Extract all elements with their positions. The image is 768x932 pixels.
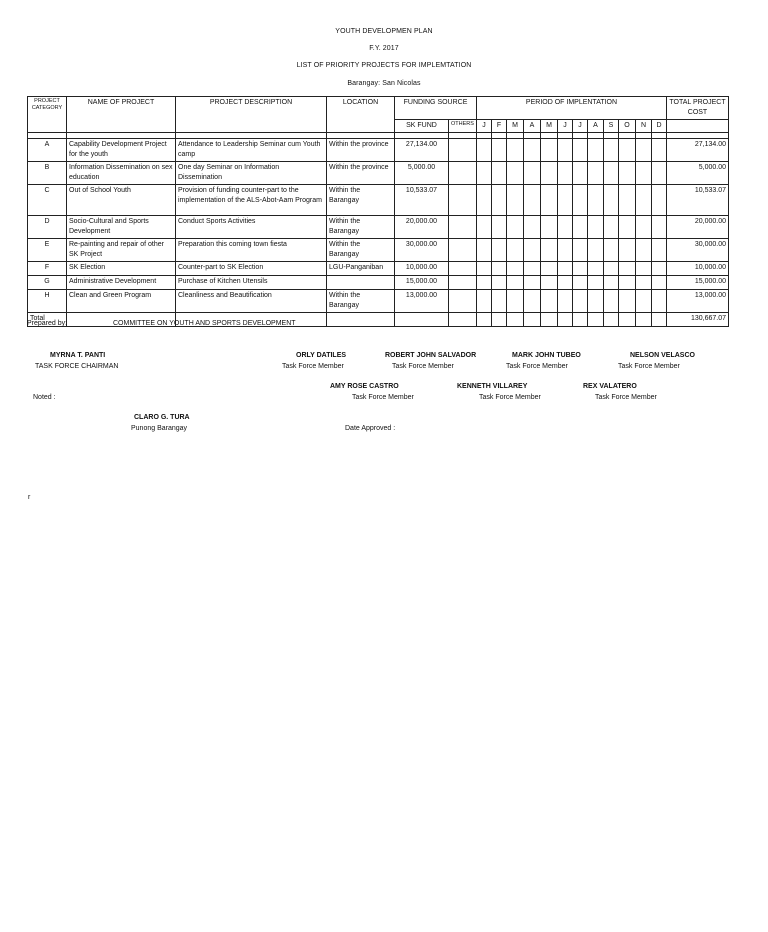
row-month-cell (507, 139, 524, 162)
member-name: MARK JOHN TUBEO (512, 352, 581, 359)
row-month-cell (588, 139, 604, 162)
row-month-cell (604, 162, 619, 185)
total-subheader-cell (667, 120, 729, 133)
date-approved-label: Date Approved : (345, 425, 396, 432)
chairman-name: MYRNA T. PANTI (50, 352, 106, 359)
row-month-cell (524, 162, 541, 185)
row-month-cell (507, 239, 524, 262)
row-month-cell (558, 276, 573, 290)
month-header: M (541, 120, 558, 133)
row-month-cell (573, 216, 588, 239)
row-month-cell (558, 185, 573, 216)
month-header: M (507, 120, 524, 133)
fiscal-year: F.Y. 2017 (369, 45, 399, 52)
row-month-cell (619, 239, 636, 262)
row-location: Within the province (327, 139, 395, 162)
row-sk-fund: 27,134.00 (395, 139, 449, 162)
row-category: F (28, 262, 67, 276)
member-name: AMY ROSE CASTRO (330, 383, 399, 390)
row-month-cell (492, 139, 507, 162)
row-others (449, 216, 477, 239)
row-sk-fund: 5,000.00 (395, 162, 449, 185)
barangay-name: Barangay: San Nicolas (347, 80, 421, 87)
member-title: Task Force Member (595, 394, 657, 401)
row-project-name: Capability Development Project for the youth (67, 139, 176, 162)
row-sk-fund: 10,533.07 (395, 185, 449, 216)
row-month-cell (558, 290, 573, 313)
row-total-cost: 10,000.00 (667, 262, 729, 276)
row-location: LGU-Panganiban (327, 262, 395, 276)
table-row (28, 290, 729, 313)
row-month-cell (558, 162, 573, 185)
row-others (449, 185, 477, 216)
row-month-cell (652, 216, 667, 239)
row-month-cell (558, 239, 573, 262)
row-month-cell (636, 262, 652, 276)
others-header: OTHERS (449, 120, 477, 133)
row-month-cell (507, 262, 524, 276)
row-description: Counter-part to SK Election (176, 262, 327, 276)
row-month-cell (558, 262, 573, 276)
row-month-cell (524, 290, 541, 313)
table-row (28, 239, 729, 262)
row-month-cell (588, 216, 604, 239)
row-category: D (28, 216, 67, 239)
member-name: KENNETH VILLAREY (457, 383, 528, 390)
row-location: Within the Barangay (327, 290, 395, 313)
row-total-cost: 5,000.00 (667, 162, 729, 185)
row-month-cell (492, 290, 507, 313)
row-month-cell (636, 239, 652, 262)
row-month-cell (652, 162, 667, 185)
noted-label: Noted : (33, 394, 56, 401)
row-month-cell (524, 262, 541, 276)
row-month-cell (558, 139, 573, 162)
row-month-cell (604, 276, 619, 290)
row-category: B (28, 162, 67, 185)
row-month-cell (492, 185, 507, 216)
month-header: D (652, 120, 667, 133)
table-row (28, 162, 729, 185)
row-location: Within the province (327, 162, 395, 185)
row-month-cell (477, 290, 492, 313)
row-category: G (28, 276, 67, 290)
month-header: J (558, 120, 573, 133)
row-category: C (28, 185, 67, 216)
row-total-cost: 15,000.00 (667, 276, 729, 290)
col-total-header: TOTAL PROJECT COST (667, 97, 729, 120)
row-month-cell (541, 276, 558, 290)
member-name: ROBERT JOHN SALVADOR (385, 352, 477, 359)
row-others (449, 262, 477, 276)
row-month-cell (573, 276, 588, 290)
member-title: Task Force Member (618, 363, 680, 370)
row-month-cell (619, 162, 636, 185)
row-month-cell (573, 239, 588, 262)
row-description: Attendance to Leadership Seminar cum Youth camp (176, 139, 327, 162)
month-header: J (573, 120, 588, 133)
prepared-by-label: Prepared by: (27, 320, 68, 327)
row-month-cell (541, 239, 558, 262)
row-month-cell (541, 262, 558, 276)
row-sk-fund: 15,000.00 (395, 276, 449, 290)
row-location: Within the Barangay (327, 239, 395, 262)
member-title: Task Force Member (479, 394, 541, 401)
row-month-cell (588, 162, 604, 185)
row-month-cell (573, 185, 588, 216)
month-header: A (524, 120, 541, 133)
row-description: Purchase of Kitchen Utensils (176, 276, 327, 290)
row-description: Conduct Sports Activities (176, 216, 327, 239)
chairman-title: TASK FORCE CHAIRMAN (35, 363, 119, 370)
row-others (449, 276, 477, 290)
row-month-cell (588, 262, 604, 276)
month-header: O (619, 120, 636, 133)
row-month-cell (524, 276, 541, 290)
row-month-cell (636, 276, 652, 290)
row-month-cell (524, 216, 541, 239)
row-month-cell (636, 290, 652, 313)
row-month-cell (652, 290, 667, 313)
row-project-name: Clean and Green Program (67, 290, 176, 313)
row-month-cell (604, 290, 619, 313)
col-category-header: PROJECT CATEGORY (28, 97, 67, 133)
list-title: LIST OF PRIORITY PROJECTS FOR IMPLEMTATION (296, 62, 472, 69)
row-description: Preparation this coming town fiesta (176, 239, 327, 262)
row-month-cell (636, 139, 652, 162)
member-name: NELSON VELASCO (630, 352, 695, 359)
member-title: Task Force Member (352, 394, 414, 401)
plan-title: YOUTH DEVELOPMEN PLAN (335, 28, 433, 35)
row-month-cell (573, 162, 588, 185)
table-row (28, 262, 729, 276)
row-month-cell (573, 139, 588, 162)
row-month-cell (604, 185, 619, 216)
row-month-cell (619, 290, 636, 313)
row-month-cell (619, 262, 636, 276)
row-month-cell (507, 276, 524, 290)
row-month-cell (573, 290, 588, 313)
row-month-cell (652, 139, 667, 162)
member-title: Task Force Member (392, 363, 454, 370)
row-month-cell (588, 290, 604, 313)
row-category: H (28, 290, 67, 313)
row-description: Provision of funding counter-part to the implementation of the ALS-Abot-Aam Program (176, 185, 327, 216)
row-category: A (28, 139, 67, 162)
row-month-cell (492, 262, 507, 276)
row-total-cost: 10,533.07 (667, 185, 729, 216)
row-month-cell (604, 216, 619, 239)
member-name: REX VALATERO (583, 383, 637, 390)
row-month-cell (604, 139, 619, 162)
row-project-name: Administrative Development (67, 276, 176, 290)
row-project-name: Out of School Youth (67, 185, 176, 216)
row-month-cell (477, 239, 492, 262)
row-sk-fund: 13,000.00 (395, 290, 449, 313)
col-name-header: NAME OF PROJECT (67, 97, 176, 133)
row-month-cell (541, 139, 558, 162)
committee-name: COMMITTEE ON YOUTH AND SPORTS DEVELOPMENT (113, 320, 296, 327)
row-month-cell (604, 262, 619, 276)
project-rows (28, 139, 729, 313)
row-month-cell (507, 162, 524, 185)
row-month-cell (524, 185, 541, 216)
row-month-cell (524, 139, 541, 162)
month-header: N (636, 120, 652, 133)
row-sk-fund: 20,000.00 (395, 216, 449, 239)
row-month-cell (524, 239, 541, 262)
row-month-cell (619, 139, 636, 162)
col-location-header: LOCATION (327, 97, 395, 133)
priority-projects-table (27, 96, 729, 327)
punong-barangay-name: CLARO G. TURA (134, 414, 190, 421)
row-others (449, 139, 477, 162)
row-month-cell (507, 290, 524, 313)
table-row (28, 216, 729, 239)
row-month-cell (477, 276, 492, 290)
row-month-cell (636, 162, 652, 185)
row-month-cell (604, 239, 619, 262)
row-project-name: Re-painting and repair of other SK Project (67, 239, 176, 262)
row-sk-fund: 30,000.00 (395, 239, 449, 262)
row-month-cell (652, 185, 667, 216)
row-month-cell (588, 185, 604, 216)
row-location: Within the Barangay (327, 216, 395, 239)
row-month-cell (507, 216, 524, 239)
row-location (327, 276, 395, 290)
month-header: S (604, 120, 619, 133)
row-month-cell (492, 162, 507, 185)
punong-barangay-title: Punong Barangay (131, 425, 188, 432)
row-project-name: SK Election (67, 262, 176, 276)
row-location: Within the Barangay (327, 185, 395, 216)
table-row (28, 139, 729, 162)
row-project-name: Socio-Cultural and Sports Development (67, 216, 176, 239)
row-month-cell (558, 216, 573, 239)
table-row (28, 276, 729, 290)
row-total-cost: 30,000.00 (667, 239, 729, 262)
row-month-cell (507, 185, 524, 216)
row-sk-fund: 10,000.00 (395, 262, 449, 276)
col-period-header: PERIOD OF IMPLENTATION (477, 97, 667, 120)
row-month-cell (477, 262, 492, 276)
table-row (28, 185, 729, 216)
member-title: Task Force Member (282, 363, 344, 370)
row-month-cell (541, 162, 558, 185)
row-total-cost: 27,134.00 (667, 139, 729, 162)
row-total-cost: 13,000.00 (667, 290, 729, 313)
row-month-cell (492, 239, 507, 262)
row-month-cell (477, 162, 492, 185)
row-month-cell (477, 185, 492, 216)
row-description: One day Seminar on Information Dissemination (176, 162, 327, 185)
month-header: F (492, 120, 507, 133)
col-funding-header: FUNDING SOURCE (395, 97, 477, 120)
member-name: ORLY DATILES (296, 352, 347, 359)
row-month-cell (541, 290, 558, 313)
row-month-cell (652, 276, 667, 290)
row-month-cell (636, 216, 652, 239)
month-header: J (477, 120, 492, 133)
member-title: Task Force Member (506, 363, 568, 370)
row-others (449, 239, 477, 262)
row-project-name: Information Dissemination on sex education (67, 162, 176, 185)
row-month-cell (619, 216, 636, 239)
row-month-cell (492, 216, 507, 239)
row-month-cell (619, 276, 636, 290)
row-month-cell (636, 185, 652, 216)
row-month-cell (588, 239, 604, 262)
col-description-header: PROJECT DESCRIPTION (176, 97, 327, 133)
row-month-cell (541, 185, 558, 216)
row-month-cell (492, 276, 507, 290)
row-total-cost: 20,000.00 (667, 216, 729, 239)
row-month-cell (477, 139, 492, 162)
row-month-cell (477, 216, 492, 239)
row-month-cell (652, 262, 667, 276)
row-description: Cleanliness and Beautification (176, 290, 327, 313)
sk-fund-header: SK FUND (395, 120, 449, 133)
stray-mark: r (28, 494, 31, 501)
row-month-cell (619, 185, 636, 216)
row-month-cell (652, 239, 667, 262)
row-others (449, 162, 477, 185)
row-month-cell (588, 276, 604, 290)
total-value: 130,667.07 (667, 313, 729, 327)
total-label: Total (28, 313, 67, 327)
month-header: A (588, 120, 604, 133)
row-others (449, 290, 477, 313)
row-month-cell (573, 262, 588, 276)
row-month-cell (541, 216, 558, 239)
row-category: E (28, 239, 67, 262)
